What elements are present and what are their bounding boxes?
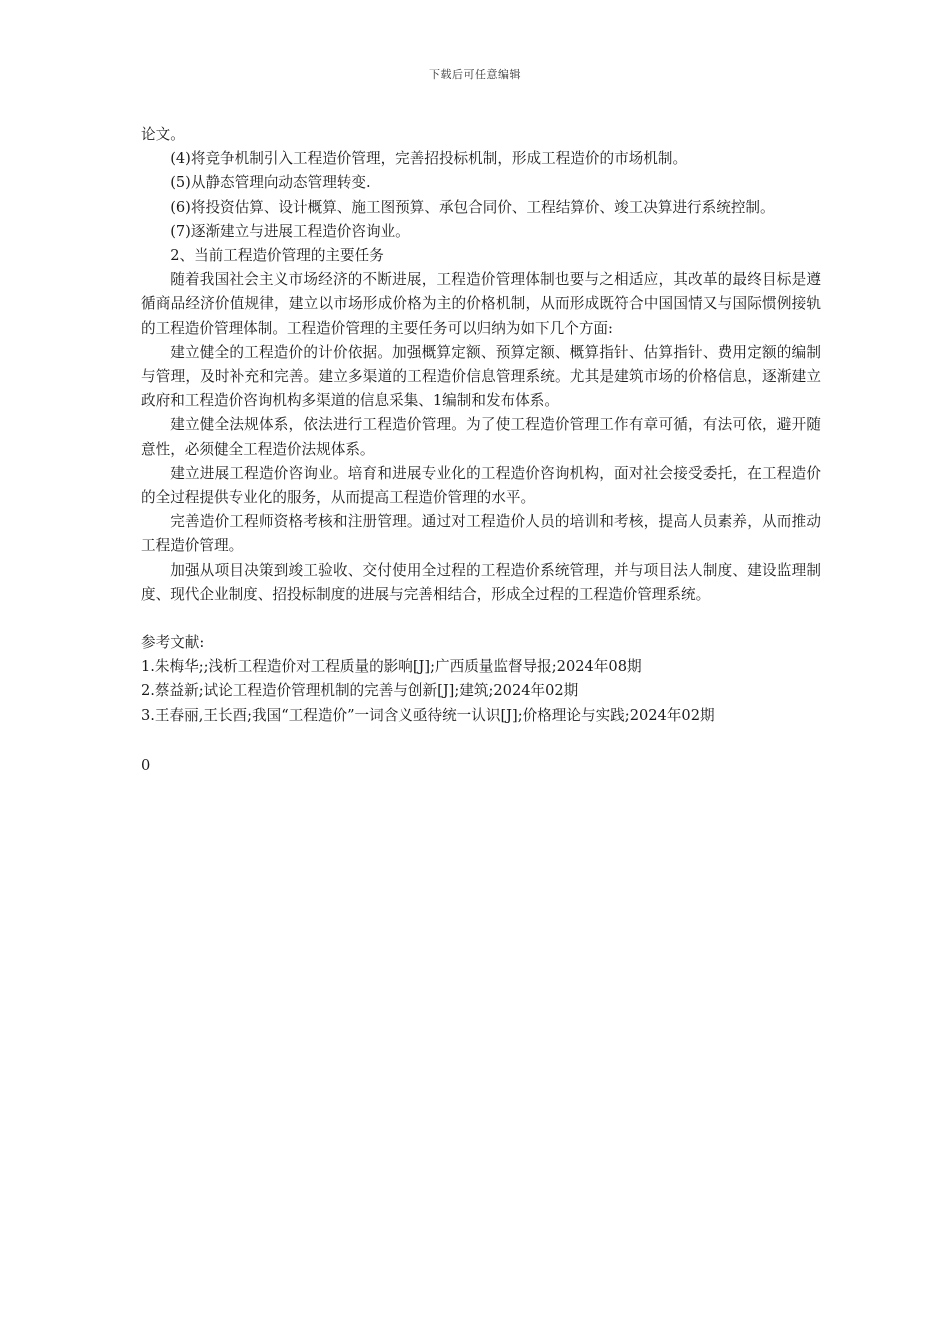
paragraph-pricing-basis: 建立健全的工程造价的计价依据。加强概算定额、预算定额、概算指针、估算指针、费用定额的编制与管理，及时补充和完善。建立多渠道的工程造价信息管理系统。尤其是建筑市场的价格信息，逐渐建立政府和工程造价咨询机构多渠道的信息采集、1编制和发布体系。 — [141, 343, 821, 410]
paragraph-continuation: 论文。 — [141, 126, 185, 143]
paragraph-whole-process: 加强从项目决策到竣工验收、交付使用全过程的工程造价系统管理，并与项目法人制度、建设监理制度、现代企业制度、招投标制度的进展与完善相结合，形成全过程的工程造价管理系统。 — [141, 561, 821, 603]
reference-item: 1.朱梅华;;浅析工程造价对工程质量的影响[J];广西质量监督导报;2024年08期 — [141, 658, 642, 676]
page-header: 下载后可任意编辑 — [429, 68, 521, 81]
paragraph-qualification: 完善造价工程师资格考核和注册管理。通过对工程造价人员的培训和考核，提高人员素养，从而推动工程造价管理。 — [141, 513, 821, 555]
paragraph-regulations: 建立健全法规体系，依法进行工程造价管理。为了使工程造价管理工作有章可循，有法可依，避开随意性，必须健全工程造价法规体系。 — [141, 416, 821, 458]
document-body — [141, 123, 821, 778]
list-item-5: (5)从静态管理向动态管理转变. — [170, 174, 371, 192]
list-item-7: (7)逐渐建立与进展工程造价咨询业。 — [170, 222, 410, 240]
list-item-6: (6)将投资估算、设计概算、施工图预算、承包合同价、工程结算价、竣工决算进行系统控制。 — [170, 198, 775, 216]
page-number: 0 — [141, 756, 151, 774]
paragraph-intro: 随着我国社会主义市场经济的不断进展，工程造价管理体制也要与之相适应，其改革的最终目标是遵循商品经济价值规律，建立以市场形成价格为主的价格机制，从而形成既符合中国国情又与国际惯例接轨的工程造价管理体制。工程造价管理的主要任务可以归纳为如下几个方面: — [141, 271, 821, 337]
paragraph-consulting: 建立进展工程造价咨询业。培育和进展专业化的工程造价咨询机构，面对社会接受委托，在工程造价的全过程提供专业化的服务，从而提高工程造价管理的水平。 — [141, 464, 821, 507]
list-item-4: (4)将竞争机制引入工程造价管理，完善招投标机制，形成工程造价的市场机制。 — [170, 150, 688, 168]
references-heading: 参考文献: — [141, 634, 205, 652]
section-heading: 2、当前工程造价管理的主要任务 — [170, 247, 384, 265]
reference-item: 3.王春丽,王长酉;我国“工程造价”一词含义亟待统一认识[J];价格理论与实践;2024年02期 — [141, 706, 715, 724]
reference-item: 2.蔡益新;试论工程造价管理机制的完善与创新[J];建筑;2024年02期 — [141, 682, 579, 700]
